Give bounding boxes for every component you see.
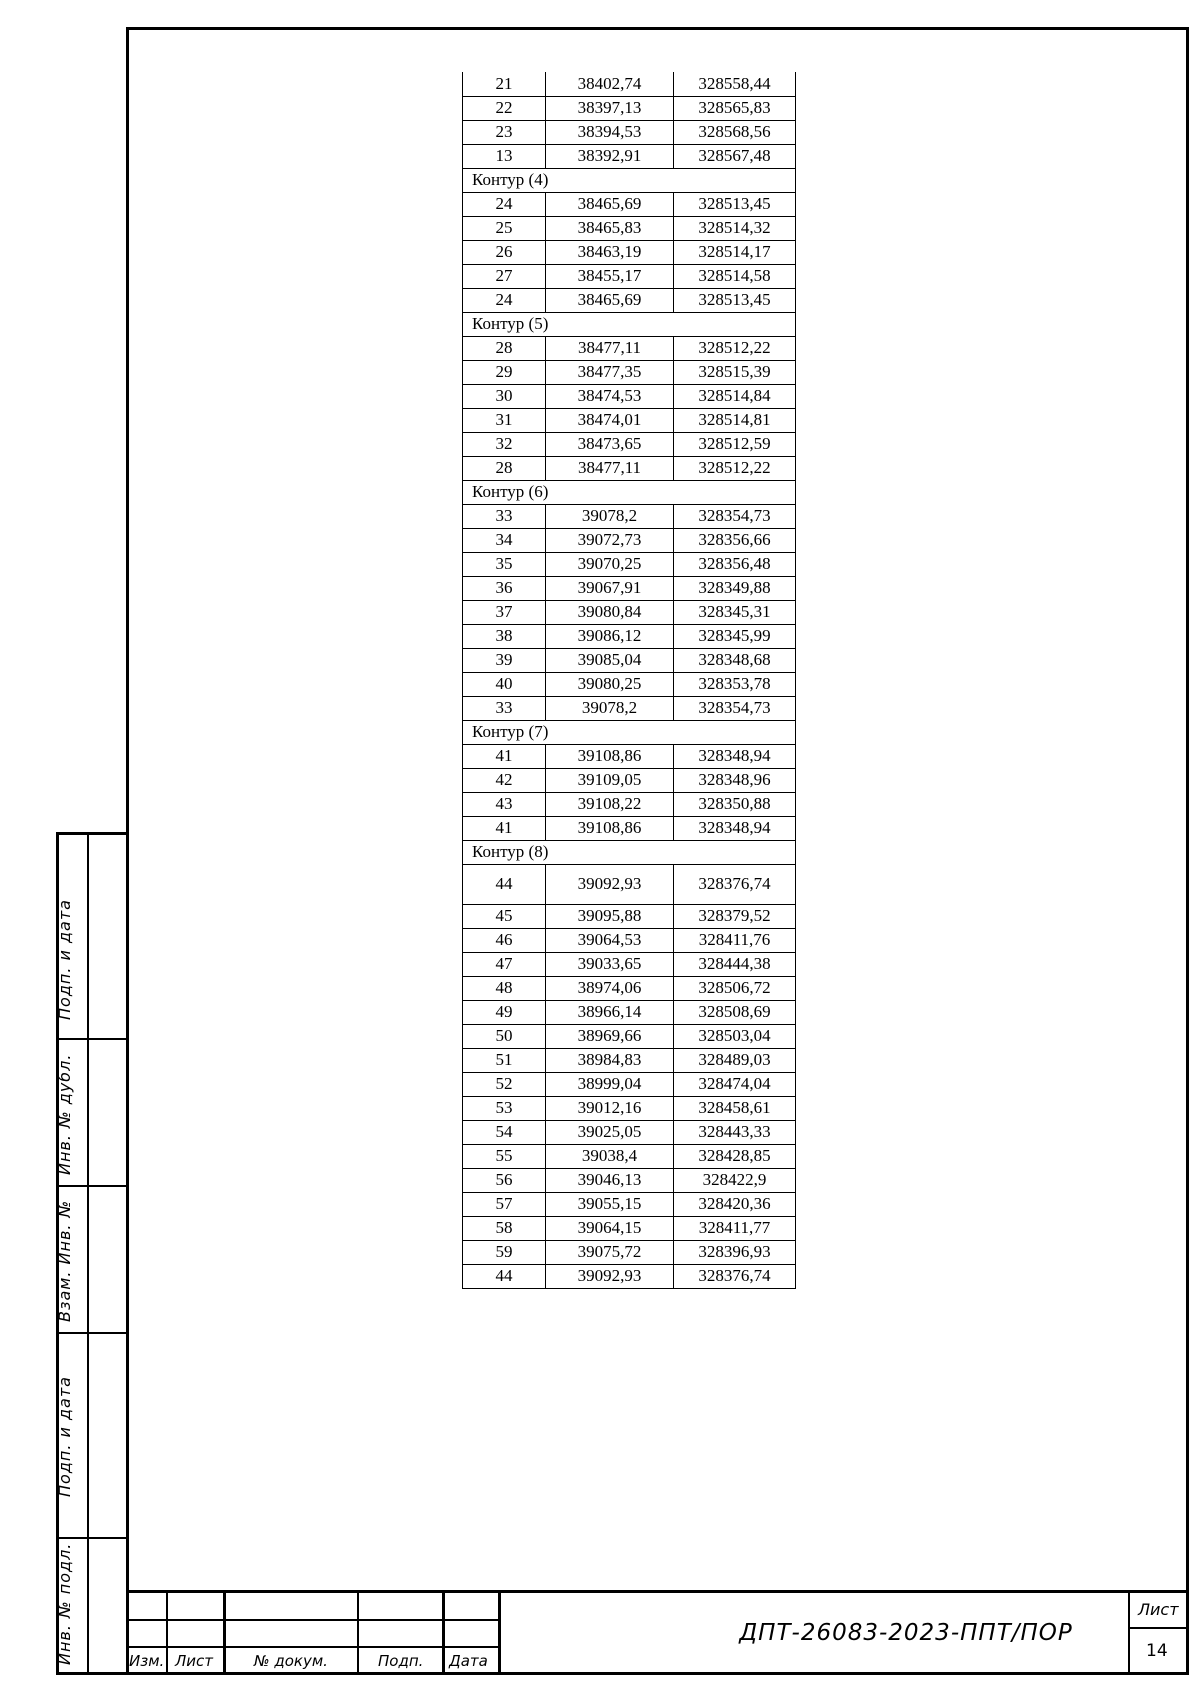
- table-row: [463, 976, 796, 1000]
- y-coordinate-cell: 328567,48: [674, 144, 796, 168]
- x-coordinate-cell: 39038,4: [546, 1144, 674, 1168]
- point-number-cell: 43: [463, 792, 546, 816]
- title-block-col-line-1: [166, 1590, 168, 1675]
- label-data: Дата: [449, 1652, 488, 1670]
- table-row: [463, 792, 796, 816]
- x-coordinate-cell: 38473,65: [546, 432, 674, 456]
- x-coordinate-cell: 38463,19: [546, 240, 674, 264]
- table-row: [463, 1216, 796, 1240]
- table-row: [463, 72, 796, 96]
- x-coordinate-cell: 39067,91: [546, 576, 674, 600]
- y-coordinate-cell: 328443,33: [674, 1120, 796, 1144]
- point-number-cell: 26: [463, 240, 546, 264]
- y-coordinate-cell: 328514,32: [674, 216, 796, 240]
- sheet-number: 14: [1146, 1641, 1168, 1661]
- x-coordinate-cell: 38974,06: [546, 976, 674, 1000]
- point-number-cell: 13: [463, 144, 546, 168]
- x-coordinate-cell: 39080,25: [546, 672, 674, 696]
- point-number-cell: 48: [463, 976, 546, 1000]
- point-number-cell: 58: [463, 1216, 546, 1240]
- point-number-cell: 25: [463, 216, 546, 240]
- point-number-cell: 24: [463, 288, 546, 312]
- table-row: [463, 1048, 796, 1072]
- y-coordinate-cell: 328513,45: [674, 192, 796, 216]
- point-number-cell: 56: [463, 1168, 546, 1192]
- y-coordinate-cell: 328514,81: [674, 408, 796, 432]
- x-coordinate-cell: 38402,74: [546, 72, 674, 96]
- x-coordinate-cell: 38465,69: [546, 192, 674, 216]
- y-coordinate-cell: 328565,83: [674, 96, 796, 120]
- table-row: [463, 672, 796, 696]
- table-row: [463, 1144, 796, 1168]
- y-coordinate-cell: 328348,94: [674, 744, 796, 768]
- point-number-cell: 40: [463, 672, 546, 696]
- title-block-col-line-2: [223, 1590, 226, 1675]
- table-row: [463, 120, 796, 144]
- y-coordinate-cell: 328348,94: [674, 816, 796, 840]
- label-sheet: Лист: [1138, 1600, 1179, 1619]
- title-block-col-line-3: [357, 1590, 359, 1675]
- point-number-cell: 42: [463, 768, 546, 792]
- x-coordinate-cell: 38392,91: [546, 144, 674, 168]
- y-coordinate-cell: 328348,68: [674, 648, 796, 672]
- y-coordinate-cell: 328376,74: [674, 864, 796, 904]
- table-row: [463, 1264, 796, 1288]
- y-coordinate-cell: 328508,69: [674, 1000, 796, 1024]
- contour-header-row: [463, 312, 796, 336]
- side-label-podp-data-bottom: Подп. и дата: [55, 1376, 74, 1497]
- point-number-cell: 51: [463, 1048, 546, 1072]
- point-number-cell: 57: [463, 1192, 546, 1216]
- coordinates-table: [462, 72, 796, 1289]
- point-number-cell: 24: [463, 192, 546, 216]
- y-coordinate-cell: 328514,58: [674, 264, 796, 288]
- contour-label: Контур (8): [463, 840, 796, 864]
- table-row: [463, 904, 796, 928]
- side-cell-podp-data-bottom: [55, 1334, 126, 1539]
- x-coordinate-cell: 39108,86: [546, 816, 674, 840]
- side-label-podp-data-top: Подп. и дата: [55, 899, 74, 1020]
- point-number-cell: 59: [463, 1240, 546, 1264]
- x-coordinate-cell: 39046,13: [546, 1168, 674, 1192]
- point-number-cell: 21: [463, 72, 546, 96]
- side-cell-podp-data-top: [55, 835, 126, 1040]
- y-coordinate-cell: 328474,04: [674, 1072, 796, 1096]
- side-cell-inv-podl: [55, 1539, 126, 1675]
- table-row: [463, 952, 796, 976]
- x-coordinate-cell: 38984,83: [546, 1048, 674, 1072]
- point-number-cell: 50: [463, 1024, 546, 1048]
- x-coordinate-cell: 39108,22: [546, 792, 674, 816]
- y-coordinate-cell: 328353,78: [674, 672, 796, 696]
- x-coordinate-cell: 38477,35: [546, 360, 674, 384]
- point-number-cell: 31: [463, 408, 546, 432]
- table-row: [463, 144, 796, 168]
- y-coordinate-cell: 328349,88: [674, 576, 796, 600]
- x-coordinate-cell: 39108,86: [546, 744, 674, 768]
- y-coordinate-cell: 328345,31: [674, 600, 796, 624]
- x-coordinate-cell: 39075,72: [546, 1240, 674, 1264]
- y-coordinate-cell: 328428,85: [674, 1144, 796, 1168]
- point-number-cell: 28: [463, 336, 546, 360]
- y-coordinate-cell: 328512,59: [674, 432, 796, 456]
- y-coordinate-cell: 328512,22: [674, 456, 796, 480]
- point-number-cell: 29: [463, 360, 546, 384]
- point-number-cell: 44: [463, 1264, 546, 1288]
- contour-header-row: [463, 168, 796, 192]
- point-number-cell: 53: [463, 1096, 546, 1120]
- label-izm: Изм.: [129, 1652, 165, 1670]
- x-coordinate-cell: 38999,04: [546, 1072, 674, 1096]
- table-row: [463, 600, 796, 624]
- x-coordinate-cell: 39012,16: [546, 1096, 674, 1120]
- table-row: [463, 1168, 796, 1192]
- point-number-cell: 41: [463, 816, 546, 840]
- table-row: [463, 648, 796, 672]
- y-coordinate-cell: 328558,44: [674, 72, 796, 96]
- document-code: ДПТ-26083-2023-ППТ/ПОР: [739, 1620, 1073, 1646]
- side-label-inv-dubl: Инв. № дубл.: [55, 1053, 74, 1175]
- table-row: [463, 264, 796, 288]
- contour-label: Контур (6): [463, 480, 796, 504]
- table-row: [463, 216, 796, 240]
- y-coordinate-cell: 328345,99: [674, 624, 796, 648]
- contour-label: Контур (7): [463, 720, 796, 744]
- point-number-cell: 41: [463, 744, 546, 768]
- x-coordinate-cell: 38455,17: [546, 264, 674, 288]
- point-number-cell: 36: [463, 576, 546, 600]
- point-number-cell: 33: [463, 504, 546, 528]
- table-row: [463, 1000, 796, 1024]
- y-coordinate-cell: 328379,52: [674, 904, 796, 928]
- table-row: [463, 744, 796, 768]
- x-coordinate-cell: 38474,01: [546, 408, 674, 432]
- y-coordinate-cell: 328411,76: [674, 928, 796, 952]
- point-number-cell: 39: [463, 648, 546, 672]
- table-row: [463, 456, 796, 480]
- point-number-cell: 23: [463, 120, 546, 144]
- table-row: [463, 864, 796, 904]
- point-number-cell: 35: [463, 552, 546, 576]
- x-coordinate-cell: 39055,15: [546, 1192, 674, 1216]
- point-number-cell: 37: [463, 600, 546, 624]
- x-coordinate-cell: 39080,84: [546, 600, 674, 624]
- table-row: [463, 1096, 796, 1120]
- point-number-cell: 38: [463, 624, 546, 648]
- y-coordinate-cell: 328350,88: [674, 792, 796, 816]
- x-coordinate-cell: 39092,93: [546, 864, 674, 904]
- point-number-cell: 28: [463, 456, 546, 480]
- table-row: [463, 288, 796, 312]
- point-number-cell: 44: [463, 864, 546, 904]
- title-block: [126, 1590, 1189, 1675]
- contour-header-row: [463, 720, 796, 744]
- table-row: [463, 408, 796, 432]
- point-number-cell: 52: [463, 1072, 546, 1096]
- title-block-col-line-5: [498, 1590, 501, 1675]
- table-row: [463, 696, 796, 720]
- point-number-cell: 55: [463, 1144, 546, 1168]
- table-row: [463, 552, 796, 576]
- x-coordinate-cell: 39085,04: [546, 648, 674, 672]
- table-row: [463, 240, 796, 264]
- x-coordinate-cell: 39033,65: [546, 952, 674, 976]
- y-coordinate-cell: 328376,74: [674, 1264, 796, 1288]
- label-list: Лист: [175, 1652, 214, 1670]
- x-coordinate-cell: 38474,53: [546, 384, 674, 408]
- y-coordinate-cell: 328411,77: [674, 1216, 796, 1240]
- y-coordinate-cell: 328489,03: [674, 1048, 796, 1072]
- y-coordinate-cell: 328354,73: [674, 696, 796, 720]
- side-cell-inv-dubl: [55, 1040, 126, 1187]
- x-coordinate-cell: 38477,11: [546, 336, 674, 360]
- point-number-cell: 33: [463, 696, 546, 720]
- table-row: [463, 336, 796, 360]
- point-number-cell: 34: [463, 528, 546, 552]
- table-row: [463, 384, 796, 408]
- side-label-inv-podl: Инв. № подл.: [55, 1542, 74, 1665]
- x-coordinate-cell: 39109,05: [546, 768, 674, 792]
- y-coordinate-cell: 328458,61: [674, 1096, 796, 1120]
- x-coordinate-cell: 39086,12: [546, 624, 674, 648]
- coordinates-table-body: [463, 72, 796, 1288]
- table-row: [463, 928, 796, 952]
- label-doc-num: № докум.: [254, 1652, 328, 1670]
- x-coordinate-cell: 38966,14: [546, 1000, 674, 1024]
- point-number-cell: 49: [463, 1000, 546, 1024]
- point-number-cell: 30: [463, 384, 546, 408]
- side-label-vzam-inv: Взам. Инв. №: [55, 1199, 74, 1322]
- y-coordinate-cell: 328514,17: [674, 240, 796, 264]
- table-row: [463, 1072, 796, 1096]
- y-coordinate-cell: 328354,73: [674, 504, 796, 528]
- x-coordinate-cell: 38477,11: [546, 456, 674, 480]
- y-coordinate-cell: 328420,36: [674, 1192, 796, 1216]
- table-row: [463, 360, 796, 384]
- y-coordinate-cell: 328396,93: [674, 1240, 796, 1264]
- label-podp: Подп.: [378, 1652, 424, 1670]
- y-coordinate-cell: 328515,39: [674, 360, 796, 384]
- x-coordinate-cell: 39070,25: [546, 552, 674, 576]
- y-coordinate-cell: 328356,66: [674, 528, 796, 552]
- contour-header-row: [463, 840, 796, 864]
- table-row: [463, 816, 796, 840]
- x-coordinate-cell: 38969,66: [546, 1024, 674, 1048]
- title-block-col-line-4: [442, 1590, 445, 1675]
- contour-label: Контур (5): [463, 312, 796, 336]
- table-row: [463, 768, 796, 792]
- contour-label: Контур (4): [463, 168, 796, 192]
- y-coordinate-cell: 328512,22: [674, 336, 796, 360]
- table-row: [463, 528, 796, 552]
- y-coordinate-cell: 328506,72: [674, 976, 796, 1000]
- x-coordinate-cell: 38465,83: [546, 216, 674, 240]
- table-row: [463, 432, 796, 456]
- x-coordinate-cell: 39025,05: [546, 1120, 674, 1144]
- table-row: [463, 1240, 796, 1264]
- x-coordinate-cell: 38394,53: [546, 120, 674, 144]
- x-coordinate-cell: 39078,2: [546, 504, 674, 528]
- table-row: [463, 624, 796, 648]
- y-coordinate-cell: 328568,56: [674, 120, 796, 144]
- y-coordinate-cell: 328422,9: [674, 1168, 796, 1192]
- contour-header-row: [463, 480, 796, 504]
- table-row: [463, 1024, 796, 1048]
- x-coordinate-cell: 39064,15: [546, 1216, 674, 1240]
- x-coordinate-cell: 39078,2: [546, 696, 674, 720]
- point-number-cell: 22: [463, 96, 546, 120]
- y-coordinate-cell: 328514,84: [674, 384, 796, 408]
- y-coordinate-cell: 328503,04: [674, 1024, 796, 1048]
- table-row: [463, 96, 796, 120]
- y-coordinate-cell: 328444,38: [674, 952, 796, 976]
- side-cell-vzam-inv: [55, 1187, 126, 1334]
- table-row: [463, 504, 796, 528]
- point-number-cell: 46: [463, 928, 546, 952]
- point-number-cell: 45: [463, 904, 546, 928]
- table-row: [463, 1192, 796, 1216]
- table-row: [463, 1120, 796, 1144]
- x-coordinate-cell: 39095,88: [546, 904, 674, 928]
- x-coordinate-cell: 39072,73: [546, 528, 674, 552]
- side-stamp: [56, 832, 126, 1675]
- title-block-top-line: [126, 1590, 1189, 1593]
- x-coordinate-cell: 39064,53: [546, 928, 674, 952]
- x-coordinate-cell: 39092,93: [546, 1264, 674, 1288]
- table-row: [463, 576, 796, 600]
- point-number-cell: 54: [463, 1120, 546, 1144]
- y-coordinate-cell: 328348,96: [674, 768, 796, 792]
- table-row: [463, 192, 796, 216]
- x-coordinate-cell: 38397,13: [546, 96, 674, 120]
- x-coordinate-cell: 38465,69: [546, 288, 674, 312]
- y-coordinate-cell: 328513,45: [674, 288, 796, 312]
- y-coordinate-cell: 328356,48: [674, 552, 796, 576]
- point-number-cell: 27: [463, 264, 546, 288]
- point-number-cell: 47: [463, 952, 546, 976]
- point-number-cell: 32: [463, 432, 546, 456]
